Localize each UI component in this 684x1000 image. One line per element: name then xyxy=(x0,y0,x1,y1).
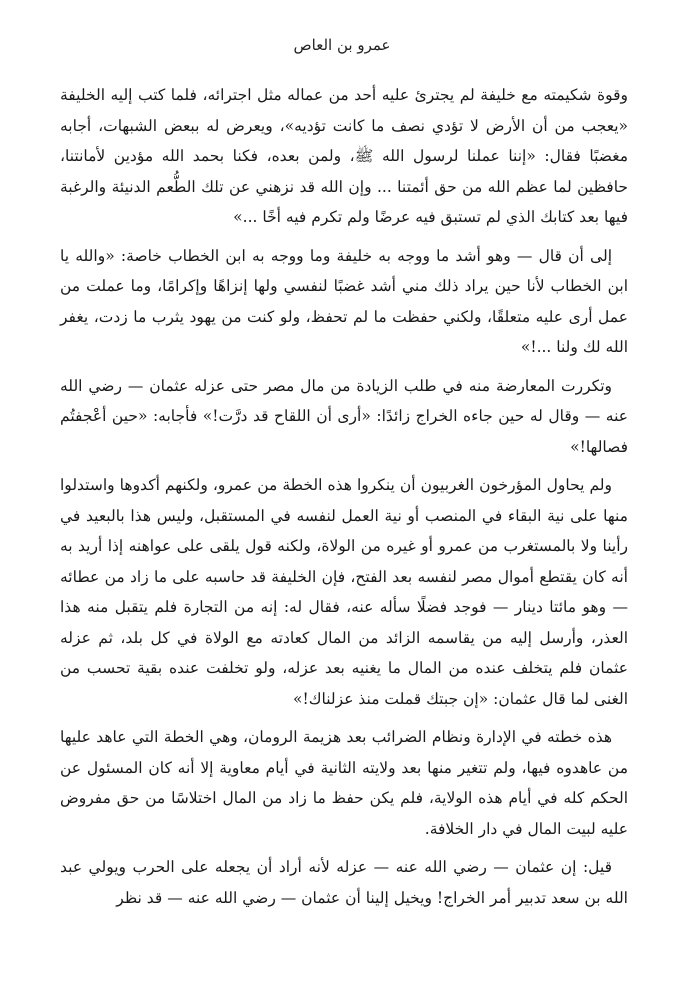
paragraph: إلى أن قال — وهو أشد ما ووجه به خليفة وما ووجه به ابن الخطاب خاصة: «والله يا ابن الخطاب لأنا حين يراد ذلك مني أشد غضبًا لنفسي ولها إنزاهًا وإكرامًا، وما عملت من عمل أرى عليه متعلقًا، ولكني حفظت ما لم تحفظ، ولو كنت من يهود يثرب ما زدت، يغفر الله لك ولنا ...!» xyxy=(60,246,628,356)
paragraph: هذه خطته في الإدارة ونظام الضرائب بعد هزيمة الرومان، وهي الخطة التي عاهد عليها من عاهدوه فيها، ولم تتغير منها بعد ولايته الثانية في أيام معاوية إلا أنه كان المسئول عن الحكم كله في أيام هذه الولاية، فلم يكن حفظ ما زاد من المال اختلاسًا من حق مفروض عليه لبيت المال في دار الخلافة. xyxy=(60,728,628,838)
paragraph: ولم يحاول المؤرخون الغربيون أن ينكروا هذه الخطة من عمرو، ولكنهم أكدوها واستدلوا منها على نية البقاء في المنصب أو نية العمل لنفسه في المستقبل، وليس هذا بالبعيد في رأينا ولا بالمستغرب من عمرو أو غيره من الولاة، ولكنه قول يلقى على عواهنه إذا أريد به أنه كان يقتطع أموال مصر لنفسه بعد الفتح، فإن الخليفة قد حاسبه على ما زاد من عطائه — وهو مائتا دينار — فوجد فضلًا سأله عنه، فقال له: إنه من التجارة فلم يتقبل منه هذا العذر، وأرسل إليه من يقاسمه الزائد من المال كعادته مع الولاة في كل بلد، ثم عزله عثمان فلم يتخلف عنده من المال ما يغنيه بعد عزله، ولو تخلفت عنده بقية تحسب من الغنى لما قال عثمان: «إن جبتك قملت منذ عزلناك!» xyxy=(60,476,628,708)
body-text xyxy=(60,80,628,921)
paragraph: قيل: إن عثمان — رضي الله عنه — عزله لأنه أراد أن يجعله على الحرب ويولي عبد الله بن سعد تدبير أمر الخراج! ويخيل إلينا أن عثمان — رضي الله عنه — قد نظر xyxy=(60,858,628,907)
paragraph: وتكررت المعارضة منه في طلب الزيادة من مال مصر حتى عزله عثمان — رضي الله عنه — وقال له حين جاءه الخراج زائدًا: «أرى أن اللقاح قد درَّت!» فأجابه: «حين أعْجفتُم فصالها!» xyxy=(60,376,628,456)
paragraph: وقوة شكيمته مع خليفة لم يجترئ عليه أحد من عماله مثل اجترائه، فلما كتب إليه الخليفة «يعجب من أن الأرض لا تؤدي نصف ما كانت تؤديه»، ويعرض له ببعض الشبهات، أجابه مغضبًا فقال: «إننا عملنا لرسول الله ﷺ، ولمن بعده، فكنا بحمد الله مؤدين لأمانتنا، حافظين لما عظم الله من حق أئمتنا ... وإن الله قد نزهني عن تلك الطُّعم الدنيئة والرغبة فيها بعد كتابك الذي لم تستبق فيه عرضًا ولم تكرم فيه أخًا ...» xyxy=(60,86,628,226)
running-header: عمرو بن العاص xyxy=(293,36,391,54)
